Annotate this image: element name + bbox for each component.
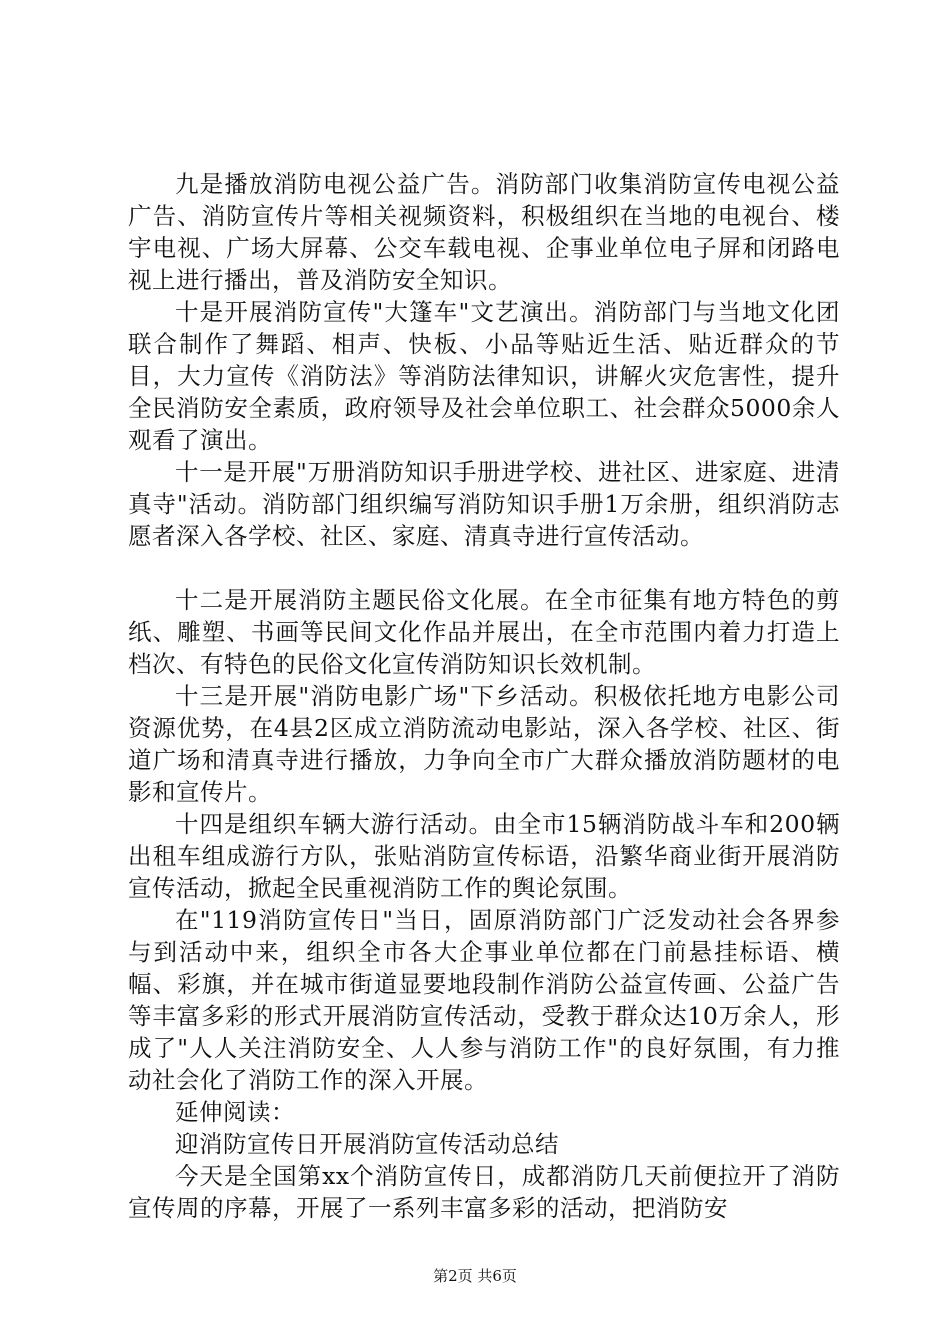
page-number-footer: 第2页 共6页: [433, 1267, 517, 1285]
paragraph-summary: 在"119消防宣传日"当日，固原消防部门广泛发动社会各界参与到活动中来，组织全市各大企事业单位都在门前悬挂标语、横幅、彩旗，并在城市街道显要地段制作消防公益宣传画、公益广告等丰富多彩的形式开展消防宣传活动，受教于群众达10万余人，形成了"人人关注消防安全、人人参与消防工作"的良好氛围，有力推动社会化了消防工作的深入开展。: [128, 906, 840, 1094]
paragraph-item-11: 十一是开展"万册消防知识手册进学校、进社区、进家庭、进清真寺"活动。消防部门组织编写消防知识手册1万余册，组织消防志愿者深入各学校、社区、家庭、清真寺进行宣传活动。: [128, 458, 840, 550]
paragraph-item-13: 十三是开展"消防电影广场"下乡活动。积极依托地方电影公司资源优势，在4县2区成立消防流动电影站，深入各学校、社区、街道广场和清真寺进行播放，力争向全市广大群众播放消防题材的电影和宣传片。: [128, 682, 840, 806]
extended-reading-label: 延伸阅读：: [175, 1098, 295, 1126]
article-title: 迎消防宣传日开展消防宣传活动总结: [175, 1130, 559, 1158]
article-intro: 今天是全国第xx个消防宣传日，成都消防几天前便拉开了消防宣传周的序幕，开展了一系列丰富多彩的活动，把消防安: [128, 1162, 840, 1222]
document-body: [128, 168, 840, 1224]
paragraph-item-12: 十二是开展消防主题民俗文化展。在全市征集有地方特色的剪纸、雕塑、书画等民间文化作品并展出，在全市范围内着力打造上档次、有特色的民俗文化宣传消防知识长效机制。: [128, 586, 840, 678]
paragraph-item-14: 十四是组织车辆大游行活动。由全市15辆消防战斗车和200辆出租车组成游行方队，张贴消防宣传标语，沿繁华商业街开展消防宣传活动，掀起全民重视消防工作的舆论氛围。: [128, 810, 840, 902]
paragraph-item-10: 十是开展消防宣传"大篷车"文艺演出。消防部门与当地文化团联合制作了舞蹈、相声、快板、小品等贴近生活、贴近群众的节目，大力宣传《消防法》等消防法律知识，讲解火灾危害性，提升全民消防安全素质，政府领导及社会单位职工、社会群众5000余人观看了演出。: [128, 298, 840, 454]
paragraph-item-9: 九是播放消防电视公益广告。消防部门收集消防宣传电视公益广告、消防宣传片等相关视频资料，积极组织在当地的电视台、楼宇电视、广场大屏幕、公交车载电视、企事业单位电子屏和闭路电视上进行播出，普及消防安全知识。: [128, 170, 840, 294]
